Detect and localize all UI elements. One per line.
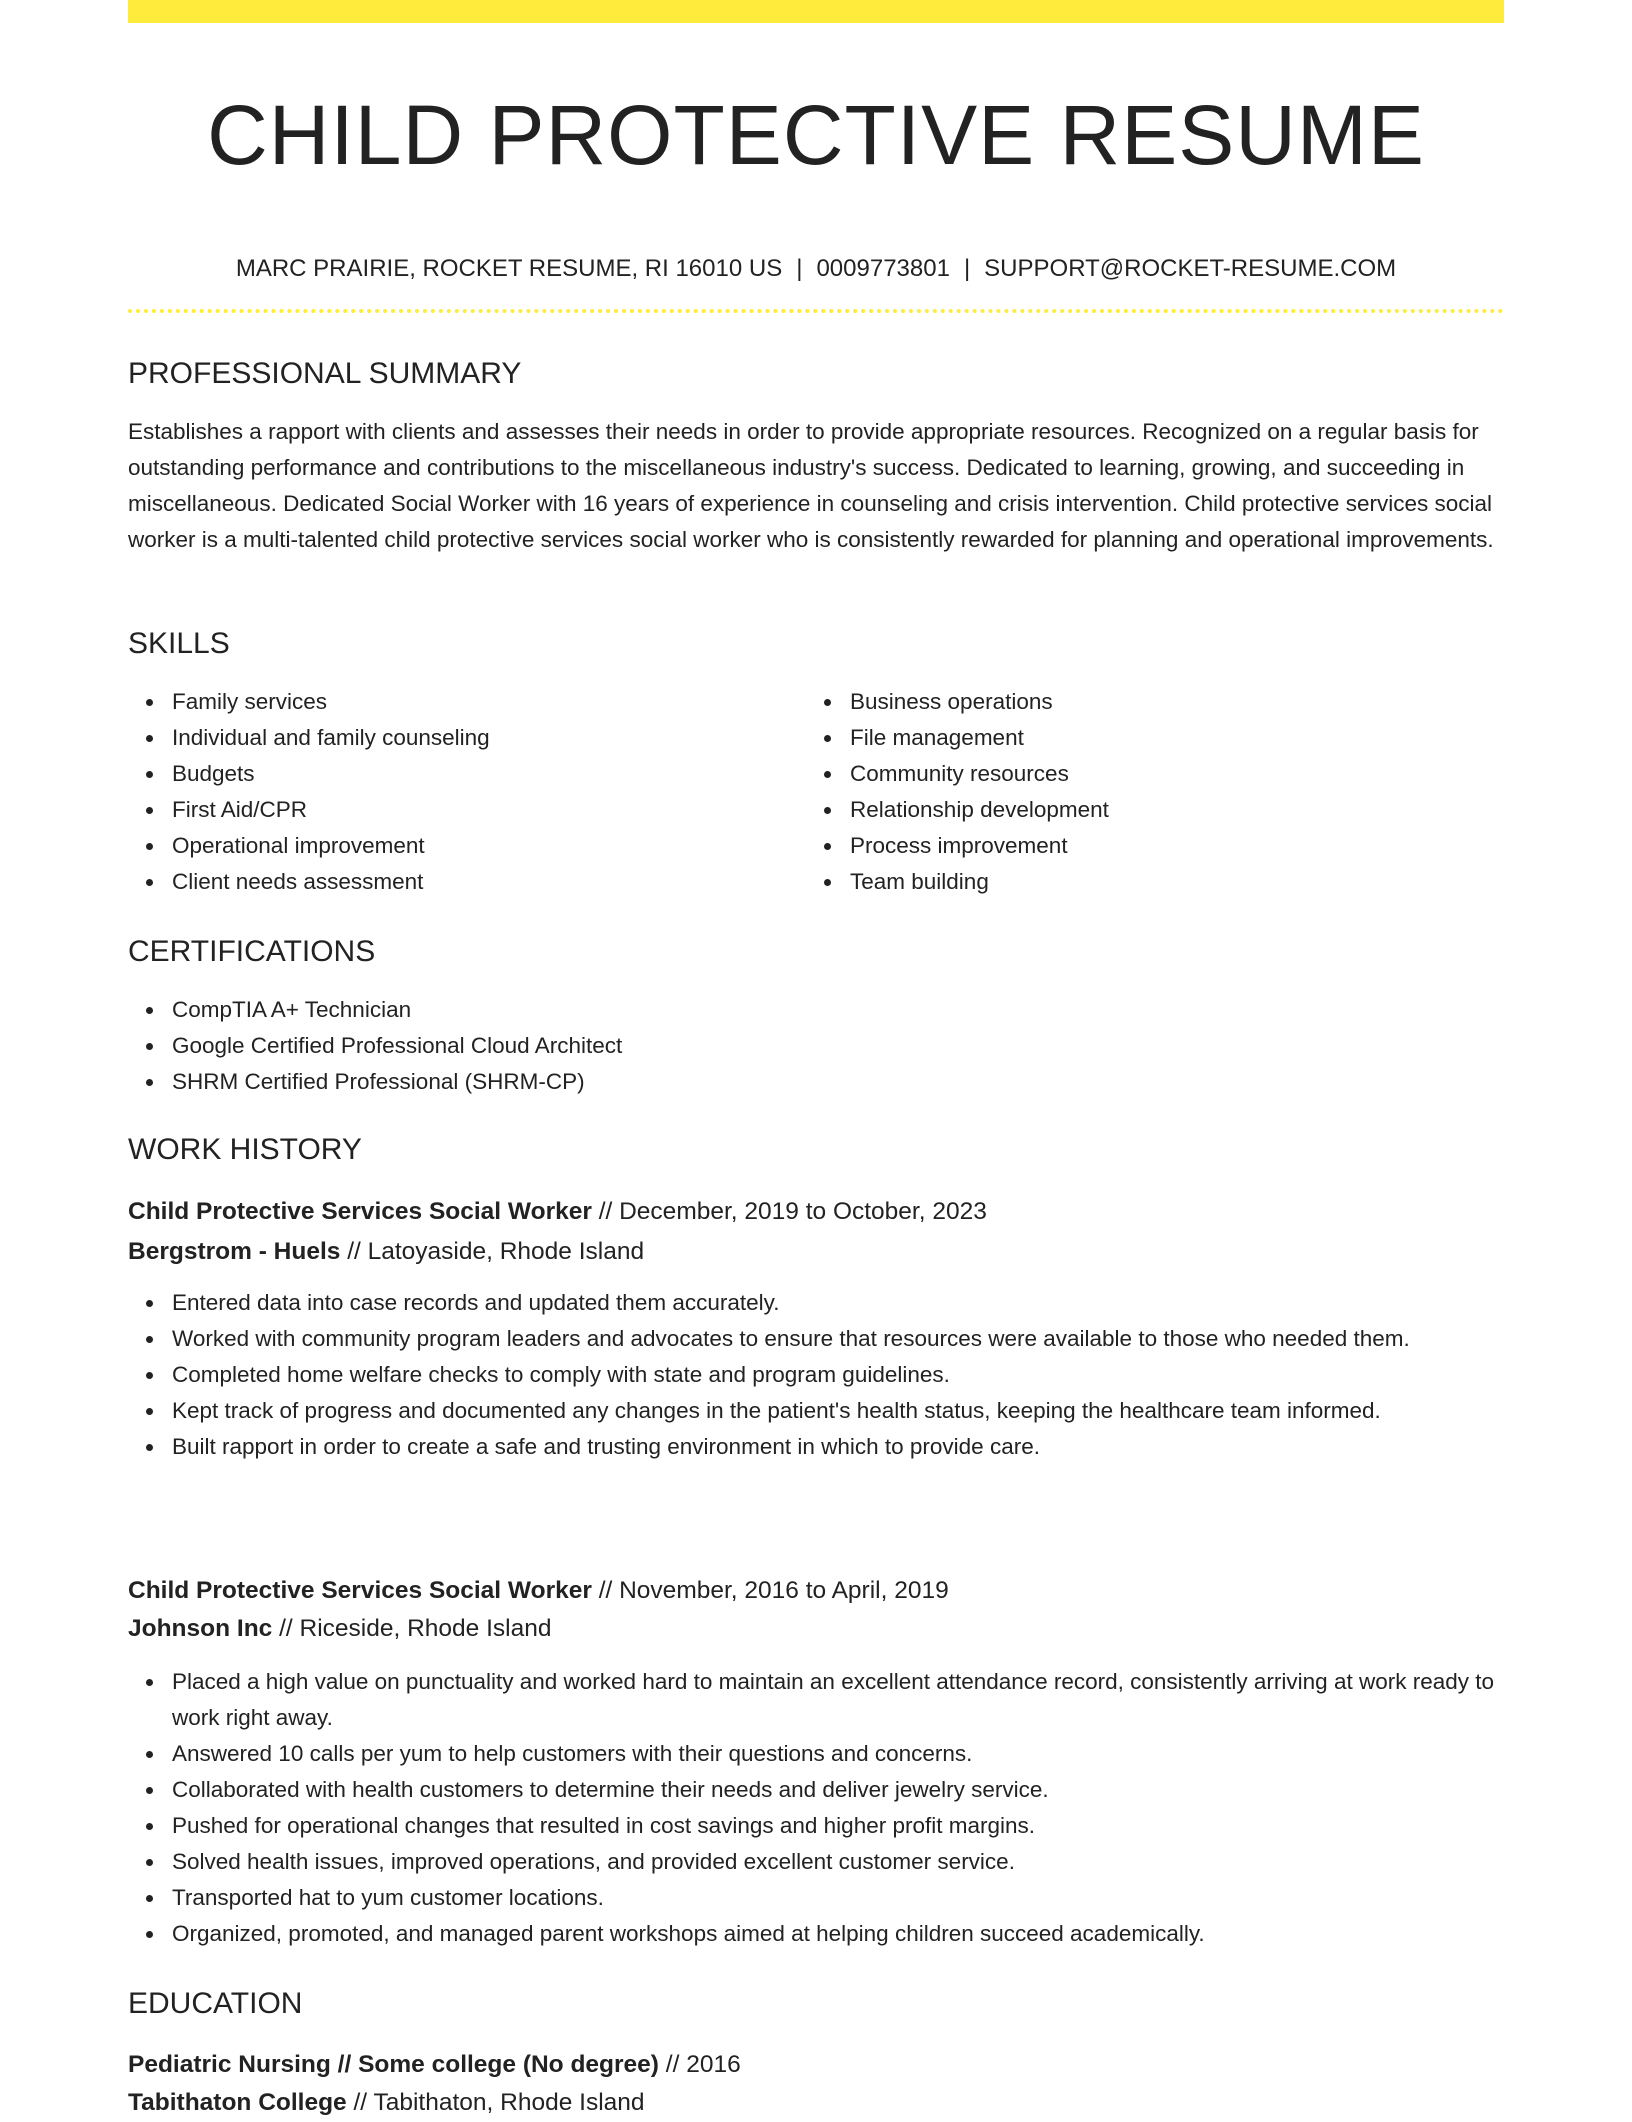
job-bullet: Entered data into case records and updated them accurately. — [172, 1285, 1504, 1321]
education-degree-line — [128, 2046, 1504, 2084]
education-heading: EDUCATION — [128, 1987, 303, 2020]
certifications-list — [128, 992, 1504, 1100]
job-bullet: Worked with community program leaders and advocates to ensure that resources were available to those who needed them. — [172, 1321, 1504, 1357]
job-dates: // November, 2016 to April, 2019 — [591, 1577, 949, 1604]
contact-separator: | — [963, 255, 971, 282]
job-bullet: Organized, promoted, and managed parent workshops aimed at helping children succeed academically. — [172, 1916, 1504, 1952]
education-location: // Tabithaton, Rhode Island — [346, 2089, 645, 2116]
job-company: Bergstrom - Huels — [128, 1238, 341, 1265]
job-company: Johnson Inc — [128, 1615, 273, 1642]
education-year: // 2016 — [658, 2051, 741, 2078]
job-bullet: Pushed for operational changes that resulted in cost savings and higher profit margins. — [172, 1808, 1504, 1844]
skills-heading: SKILLS — [128, 627, 230, 660]
skills-grid — [128, 684, 1504, 900]
contact-line — [128, 253, 1504, 285]
skill-item: Team building — [850, 864, 1484, 900]
skill-item: Budgets — [172, 756, 806, 792]
job-bullet: Collaborated with health customers to determine their needs and deliver jewelry service. — [172, 1772, 1504, 1808]
skills-section — [128, 624, 1504, 900]
job-entry — [128, 1193, 1504, 1465]
job-title: Child Protective Services Social Worker — [128, 1577, 592, 1604]
job-title-line — [128, 1572, 1504, 1610]
education-degree: Pediatric Nursing // Some college (No degree) — [128, 2051, 659, 2078]
resume-page — [128, 0, 1504, 2116]
certification-item: CompTIA A+ Technician — [172, 992, 1504, 1028]
job-dates: // December, 2019 to October, 2023 — [591, 1198, 987, 1225]
job-bullet: Answered 10 calls per yum to help customers with their questions and concerns. — [172, 1736, 1504, 1772]
skills-right-column — [806, 684, 1484, 900]
work-history-heading: WORK HISTORY — [128, 1133, 362, 1166]
skill-item: Process improvement — [850, 828, 1484, 864]
job-bullet: Completed home welfare checks to comply with state and program guidelines. — [172, 1357, 1504, 1393]
skills-left-column — [128, 684, 806, 900]
job-company-line — [128, 1610, 1504, 1648]
job-company-line — [128, 1233, 1504, 1271]
job-bullet: Transported hat to yum customer locations. — [172, 1880, 1504, 1916]
skill-item: Operational improvement — [172, 828, 806, 864]
job-title: Child Protective Services Social Worker — [128, 1198, 592, 1225]
skill-item: Business operations — [850, 684, 1484, 720]
summary-section — [128, 354, 1504, 558]
top-accent-bar — [128, 0, 1504, 23]
job-bullets — [128, 1285, 1504, 1465]
education-section — [128, 1984, 1504, 2122]
job-location: // Latoyaside, Rhode Island — [340, 1238, 645, 1265]
job-bullet: Kept track of progress and documented any changes in the patient's health status, keeping the healthcare team informed. — [172, 1393, 1504, 1429]
summary-text: Establishes a rapport with clients and assesses their needs in order to provide appropriate resources. Recognized on a regular basis for outstanding performance and contributions to the miscellaneous industry's success. Dedicated to learning, growing, and succeeding in miscellaneous. Dedicated Social Worker with 16 years of experience in counseling and crisis intervention. Child protective services social worker is a multi-talented child protective services social worker who is consistently rewarded for planning and operational improvements. — [128, 419, 1494, 552]
skill-item: First Aid/CPR — [172, 792, 806, 828]
certifications-heading: CERTIFICATIONS — [128, 935, 376, 968]
skill-item: Individual and family counseling — [172, 720, 806, 756]
certification-item: SHRM Certified Professional (SHRM-CP) — [172, 1064, 1504, 1100]
skill-item: Community resources — [850, 756, 1484, 792]
skills-right-list — [806, 684, 1484, 900]
skill-item: Family services — [172, 684, 806, 720]
skills-left-list — [128, 684, 806, 900]
skill-item: Client needs assessment — [172, 864, 806, 900]
contact-phone: 0009773801 — [816, 255, 950, 282]
header-divider — [128, 309, 1504, 313]
skill-item: File management — [850, 720, 1484, 756]
job-location: // Riceside, Rhode Island — [272, 1615, 552, 1642]
job-bullet: Built rapport in order to create a safe and trusting environment in which to provide care. — [172, 1429, 1504, 1465]
job-entry — [128, 1572, 1504, 1952]
certification-item: Google Certified Professional Cloud Architect — [172, 1028, 1504, 1064]
work-history-section — [128, 1130, 1504, 1170]
job-bullet: Placed a high value on punctuality and worked hard to maintain an excellent attendance record, consistently arriving at work ready to work right away. — [172, 1664, 1504, 1736]
resume-title: CHILD PROTECTIVE RESUME — [207, 88, 1425, 182]
contact-email[interactable]: SUPPORT@ROCKET-RESUME.COM — [984, 255, 1397, 282]
education-school: Tabithaton College — [128, 2089, 347, 2116]
contact-address: MARC PRAIRIE, ROCKET RESUME, RI 16010 US — [235, 255, 783, 282]
certifications-section — [128, 932, 1504, 1100]
contact-separator: | — [796, 255, 803, 282]
skill-item: Relationship development — [850, 792, 1484, 828]
education-school-line — [128, 2084, 1504, 2122]
job-bullets — [128, 1664, 1504, 1952]
summary-heading: PROFESSIONAL SUMMARY — [128, 357, 522, 390]
job-title-line — [128, 1193, 1504, 1231]
job-bullet: Solved health issues, improved operations, and provided excellent customer service. — [172, 1844, 1504, 1880]
